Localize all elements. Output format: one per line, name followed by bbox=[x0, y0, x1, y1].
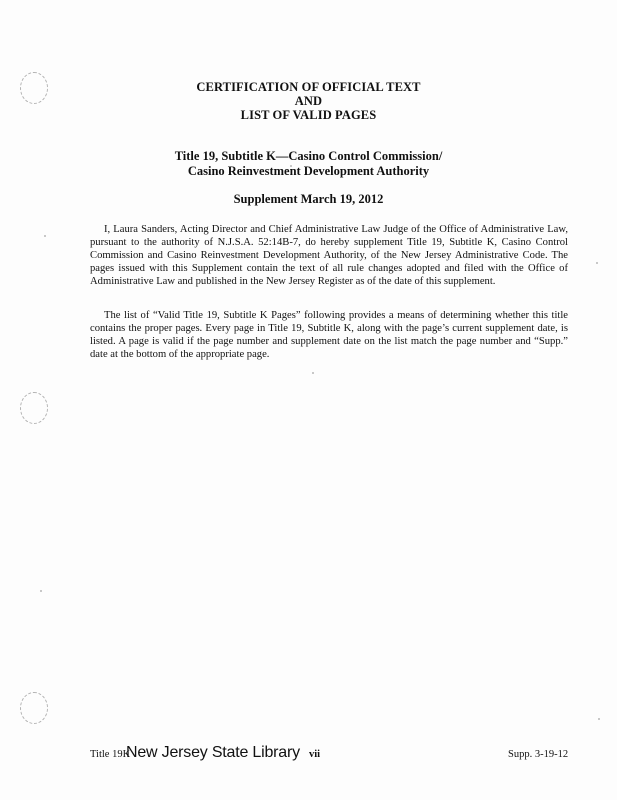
punch-hole-bottom bbox=[20, 692, 48, 724]
heading-line-2: AND bbox=[294, 94, 323, 108]
scan-speck bbox=[44, 235, 46, 237]
scan-speck bbox=[598, 718, 600, 720]
heading-line-1: CERTIFICATION OF OFFICIAL TEXT bbox=[196, 80, 421, 94]
scan-speck bbox=[312, 372, 314, 374]
footer-supplement-date: Supp. 3-19-12 bbox=[508, 749, 569, 760]
valid-pages-paragraph: The list of “Valid Title 19, Subtitle K Pages” following provides a means of determining whether this title contains the proper pages. Every page in Title 19, Subtitle K, along with the page’s current supplement date, is listed. A page is valid if the page number and supplement date on the list match the page number and “Supp.” date at the bottom of the appropriate page. bbox=[90, 310, 568, 360]
footer-title-code: Title 19K bbox=[90, 749, 131, 760]
heading-line-3: LIST OF VALID PAGES bbox=[240, 108, 377, 122]
scan-speck bbox=[596, 262, 598, 264]
supplement-date-heading: Supplement March 19, 2012 bbox=[233, 192, 384, 206]
title-line-1: Title 19, Subtitle K—Casino Control Commission/ bbox=[174, 149, 443, 163]
title-line-2: Casino Reinvestment Development Authority bbox=[187, 164, 430, 178]
footer-page-number: vii bbox=[309, 749, 321, 760]
library-stamp: New Jersey State Library bbox=[126, 744, 300, 761]
punch-hole-middle bbox=[20, 392, 48, 424]
scan-speck bbox=[40, 590, 42, 592]
certification-paragraph: I, Laura Sanders, Acting Director and Chief Administrative Law Judge of the Office of Administrative Law, pursuant to the authority of N.J.S.A. 52:14B-7, do hereby supplement Title 19, Subtitle K, Casino Control Commission and Casino Reinvestment Development Authority, of the New Jersey Administrative Code. The pages issued with this Supplement contain the text of all rule changes adopted and filed with the Office of Administrative Law and published in the New Jersey Register as of the date of this supplement. bbox=[90, 224, 568, 287]
